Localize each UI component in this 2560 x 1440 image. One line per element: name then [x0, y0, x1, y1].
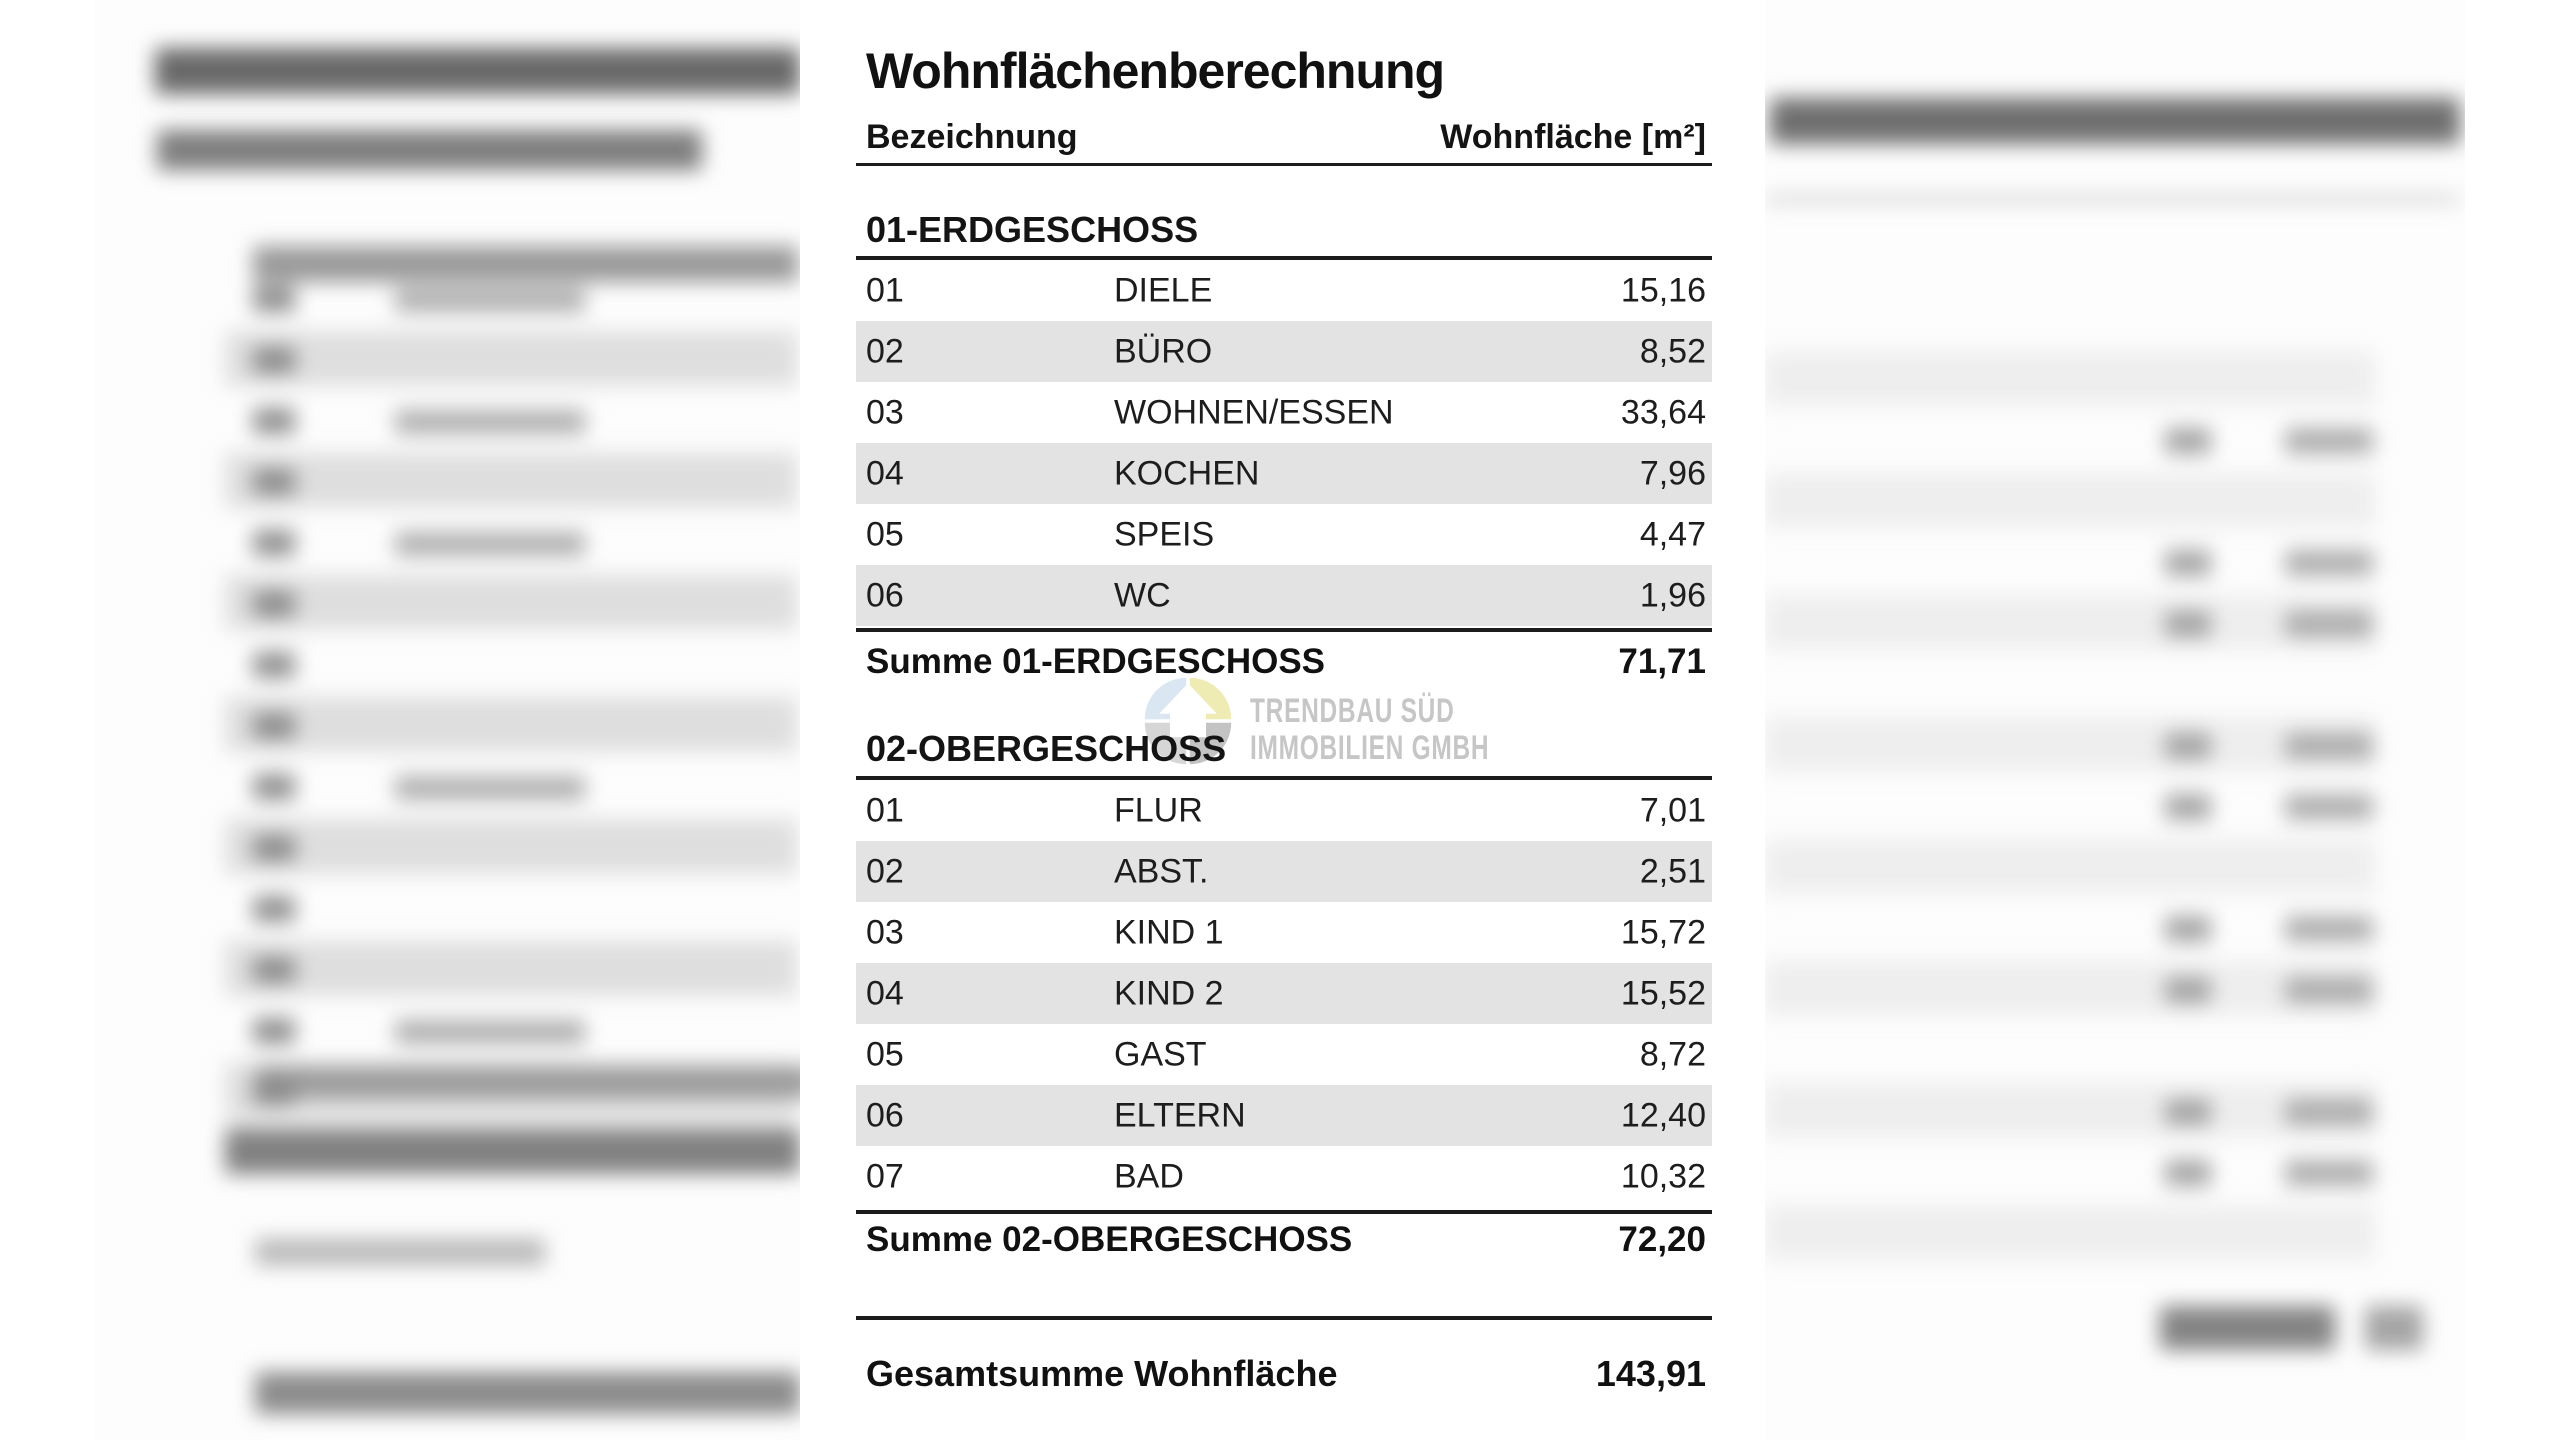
- blur-blob: [225, 941, 797, 996]
- room-number: 05: [866, 1035, 904, 1073]
- blur-blob: [253, 591, 295, 617]
- page-title: Wohnflächenberechnung: [866, 43, 1445, 99]
- blur-blob: [2165, 794, 2211, 820]
- blur-blob: [253, 835, 295, 861]
- section-heading-erdgeschoss: 01-ERDGESCHOSS: [866, 209, 1199, 250]
- blur-blob: [2165, 611, 2211, 637]
- table-header: [856, 118, 1712, 162]
- section-heading-obergeschoss: 02-OBERGESCHOSS: [866, 728, 1227, 769]
- room-area: 7,01: [1639, 791, 1706, 829]
- room-number: 06: [866, 576, 904, 614]
- table-row: [856, 780, 1712, 841]
- table-row: [856, 565, 1712, 626]
- section1-sum-row: [856, 636, 1712, 688]
- room-name: KOCHEN: [1114, 454, 1260, 492]
- room-area: 7,96: [1639, 454, 1706, 492]
- blur-blob: [1765, 1205, 2375, 1260]
- room-number: 05: [866, 515, 904, 553]
- table-row: [856, 504, 1712, 565]
- blur-blob: [2165, 1099, 2211, 1125]
- grand-total-row: [856, 1348, 1712, 1400]
- table-row: [856, 963, 1712, 1024]
- blurred-page-right: [1765, 0, 2465, 1440]
- room-name: FLUR: [1114, 791, 1203, 829]
- blur-blob: [253, 469, 295, 495]
- document-page: [800, 0, 1765, 1440]
- room-name: KIND 1: [1114, 913, 1224, 951]
- sum-label: Summe 02-OBERGESCHOSS: [866, 1220, 1353, 1259]
- table-row: [856, 1085, 1712, 1146]
- blur-blob: [253, 530, 295, 556]
- room-area: 4,47: [1639, 515, 1706, 553]
- blur-blob: [225, 453, 797, 508]
- blur-blob: [253, 408, 295, 434]
- room-area: 15,52: [1620, 974, 1706, 1012]
- blur-blob: [2285, 1099, 2373, 1125]
- watermark-company-name: TRENDBAU SÜD: [1250, 692, 1455, 730]
- total-rule: [856, 1316, 1712, 1320]
- blur-blob: [1765, 839, 2375, 894]
- document-content: [800, 0, 1765, 1440]
- blur-blob: [225, 819, 797, 874]
- sum-value: 71,71: [1618, 642, 1706, 681]
- blur-blob: [2165, 977, 2211, 1003]
- blur-blob: [2285, 733, 2373, 759]
- room-area: 1,96: [1639, 576, 1706, 614]
- blur-blob: [2165, 550, 2211, 576]
- room-number: 03: [866, 393, 904, 431]
- blur-blob: [1765, 196, 2460, 202]
- blur-blob: [1765, 473, 2375, 528]
- blur-blob: [253, 957, 295, 983]
- room-number: 07: [866, 1157, 904, 1195]
- blur-blob: [255, 1238, 545, 1266]
- blurred-content-left: [95, 0, 800, 1440]
- room-area: 15,72: [1620, 913, 1706, 951]
- blur-blob: [253, 1018, 295, 1044]
- table-row: [856, 1024, 1712, 1085]
- room-area: 12,40: [1620, 1096, 1706, 1134]
- room-number: 04: [866, 454, 904, 492]
- blur-blob: [395, 410, 585, 434]
- column-header-wohnflaeche: Wohnfläche [m²]: [1440, 118, 1706, 156]
- watermark-company-type: IMMOBILIEN GMBH: [1250, 729, 1490, 767]
- blurred-content-right: [1765, 0, 2465, 1440]
- blur-blob: [395, 532, 585, 556]
- section2-sum-row: [856, 1214, 1712, 1266]
- blur-blob: [2285, 428, 2373, 454]
- room-name: GAST: [1114, 1035, 1207, 1073]
- blur-blob: [255, 1372, 800, 1414]
- sum-value: 72,20: [1618, 1220, 1706, 1259]
- room-area: 2,51: [1639, 852, 1706, 890]
- blur-blob: [225, 575, 797, 630]
- blur-blob: [255, 1066, 800, 1098]
- blurred-page-left: [95, 0, 800, 1440]
- blur-blob: [253, 896, 295, 922]
- blur-blob: [253, 774, 295, 800]
- table-row: [856, 260, 1712, 321]
- section2-rows: [856, 780, 1712, 1207]
- blur-blob: [2165, 428, 2211, 454]
- blur-blob: [395, 288, 585, 312]
- blur-blob: [1765, 961, 2375, 1016]
- room-name: SPEIS: [1114, 515, 1215, 553]
- table-row: [856, 382, 1712, 443]
- blur-blob: [225, 1128, 800, 1174]
- blur-blob: [1765, 717, 2375, 772]
- room-name: DIELE: [1114, 271, 1213, 309]
- room-name: WOHNEN/ESSEN: [1114, 393, 1394, 431]
- header-rule: [856, 163, 1712, 166]
- section1-bottom-rule: [856, 628, 1712, 632]
- table-row: [856, 321, 1712, 382]
- blur-blob: [2165, 733, 2211, 759]
- room-area: 33,64: [1620, 393, 1706, 431]
- blur-blob: [1765, 595, 2375, 650]
- blur-blob: [2285, 916, 2373, 942]
- blur-blob: [2365, 1306, 2423, 1350]
- blur-blob: [1765, 1083, 2375, 1138]
- sum-label: Summe 01-ERDGESCHOSS: [866, 642, 1326, 681]
- table-row: [856, 902, 1712, 963]
- blur-blob: [2160, 1306, 2335, 1350]
- room-area: 15,16: [1620, 271, 1706, 309]
- grand-total-label: Gesamtsumme Wohnfläche: [866, 1353, 1338, 1394]
- blur-blob: [2285, 611, 2373, 637]
- blur-blob: [2285, 1160, 2373, 1186]
- blur-blob: [253, 246, 798, 282]
- blur-blob: [2165, 916, 2211, 942]
- blur-blob: [395, 776, 585, 800]
- section1-rows: [856, 260, 1712, 626]
- column-header-bezeichnung: Bezeichnung: [866, 118, 1078, 156]
- room-area: 10,32: [1620, 1157, 1706, 1195]
- room-name: ABST.: [1114, 852, 1209, 890]
- room-name: KIND 2: [1114, 974, 1224, 1012]
- table-row: [856, 443, 1712, 504]
- blur-blob: [1765, 351, 2375, 406]
- room-number: 02: [866, 852, 904, 890]
- blur-blob: [253, 286, 295, 312]
- blur-blob: [157, 130, 702, 170]
- room-number: 04: [866, 974, 904, 1012]
- grand-total-value: 143,91: [1595, 1353, 1706, 1394]
- blur-blob: [1770, 98, 2460, 144]
- blur-blob: [253, 713, 295, 739]
- blur-blob: [2165, 1160, 2211, 1186]
- blur-blob: [2285, 550, 2373, 576]
- blur-blob: [395, 1020, 585, 1044]
- room-name: ELTERN: [1114, 1096, 1246, 1134]
- blur-blob: [2285, 977, 2373, 1003]
- table-row: [856, 841, 1712, 902]
- blur-blob: [155, 48, 800, 94]
- blur-blob: [253, 347, 295, 373]
- blur-blob: [225, 331, 797, 386]
- blur-blob: [253, 652, 295, 678]
- room-area: 8,52: [1639, 332, 1706, 370]
- room-number: 01: [866, 271, 904, 309]
- room-number: 06: [866, 1096, 904, 1134]
- room-name: BÜRO: [1114, 332, 1213, 370]
- room-name: WC: [1114, 576, 1171, 614]
- room-name: BAD: [1114, 1157, 1184, 1195]
- room-number: 01: [866, 791, 904, 829]
- blur-blob: [225, 697, 797, 752]
- room-number: 02: [866, 332, 904, 370]
- room-area: 8,72: [1639, 1035, 1706, 1073]
- room-number: 03: [866, 913, 904, 951]
- blur-blob: [2285, 794, 2373, 820]
- table-row: [856, 1146, 1712, 1207]
